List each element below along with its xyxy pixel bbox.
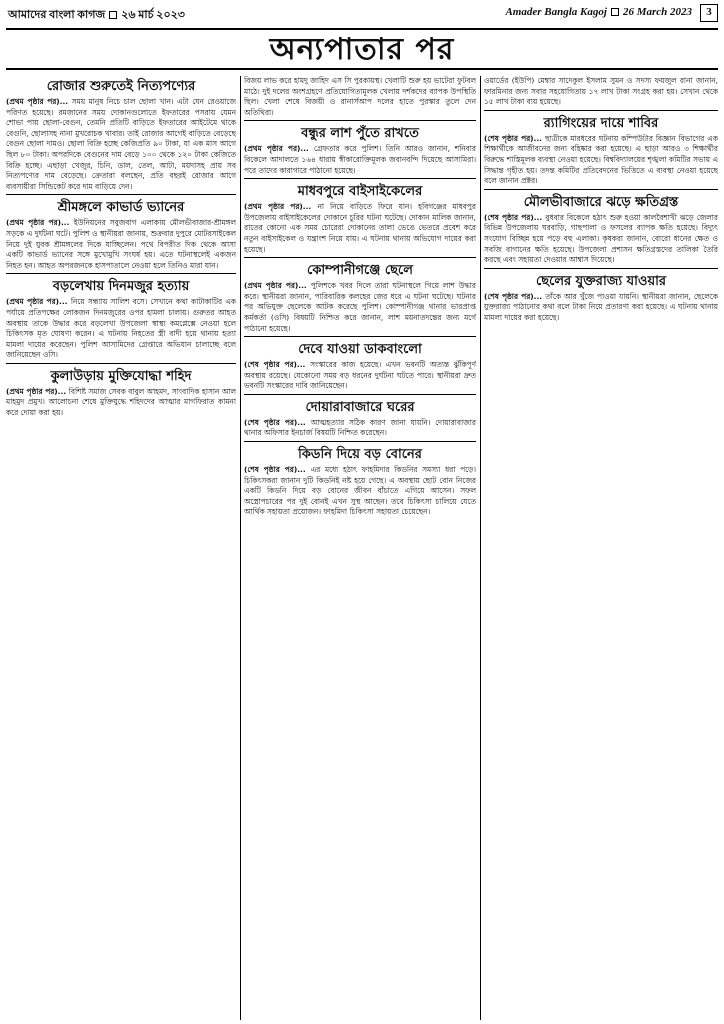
article-body xyxy=(484,76,718,108)
page-number: 3 xyxy=(700,4,718,22)
article-body xyxy=(244,360,476,392)
article-text: আত্মহত্যার সঠিক কারণ জানা যায়নি। দোয়ারাবাজার থানার অফিসার ইনচার্জ বিষয়টি নিশ্চিত করেছেন। xyxy=(244,417,476,438)
article-lead: (শেষ পৃষ্ঠার পর)... xyxy=(484,291,546,301)
article xyxy=(244,120,476,176)
article-text: তাঁকে আর খুঁজে পাওয়া যায়নি। স্থানীয়রা জানান, ছেলেকে যুক্তরাজ্য পাঠানোর কথা বলে টাকা নিয়ে প্রতারণা করা হয়েছে। এ ঘটনায় থানায় মামলা দায়ের করা হয়েছে। xyxy=(484,291,718,322)
article-body xyxy=(484,292,718,324)
article-body xyxy=(6,387,236,419)
article-headline[interactable]: দোয়ারাবাজারে ঘরের xyxy=(305,399,415,415)
date-bn: ২৬ মার্চ ২০২৩ xyxy=(121,9,185,21)
article-body xyxy=(244,418,476,439)
article-headline[interactable]: বড়লেখায় দিনমজুর হত্যায় xyxy=(52,279,190,295)
paper-name-bn: আমাদের বাংলা কাগজ ২৬ মার্চ ২০২৩ xyxy=(8,9,185,21)
article-text: ছাত্রীকে মারধরের ঘটনায় কম্পিউটার বিজ্ঞান বিভাগের এক শিক্ষার্থীকে আজীবনের জন্য বহিষ্কার করা হয়েছে। এ ছাড়া আরও ৩ শিক্ষার্থীর বিরুদ্ধে শাস্তিমূলক ব্যবস্থা নেওয়া হয়েছে। বিশ্ববিদ্যালয়ের শৃঙ্খলা কমিটির সভায় এ সিদ্ধান্ত গৃহীত হয়। তদন্ত কমিটির প্রতিবেদনের ভিত্তিতে এ ব্যবস্থা নেওয়া হয়েছে বলে জানান প্রক্টর। xyxy=(484,133,718,186)
article-text: সংস্কারের কাজ হয়েছে। এখন ভবনটি অত্যন্ত ঝুঁকিপূর্ণ অবস্থায় রয়েছে। যেকোনো সময় বড় ধরনের দুর্ঘটনা ঘটতে পারে। স্থানীয়রা দ্রুত ভবনটি সংস্কারের দাবি জানিয়েছেন। xyxy=(244,360,476,391)
article-body xyxy=(244,465,476,518)
article xyxy=(6,194,236,271)
article-headline[interactable]: শ্রীমঙ্গলে কাভার্ড ভ্যানের xyxy=(57,200,185,216)
article-text: ওয়ার্ডের (ইউপি) মেম্বার সাদেকুল ইসলাম সুমন ও সদস্য ফয়জুল রানা জানান, ফারমিনার জন্য সবার সহযোগিতায় ১৭ লাখ টাকা সংগ্রহ করা হয়। সেখান থেকে ১৫ লাখ টাকা ব্যয় হয়েছে। xyxy=(484,76,718,107)
article-body xyxy=(6,297,236,361)
date-en: 26 March 2023 xyxy=(622,6,692,18)
article-headline[interactable]: বন্ধুর লাশ পুঁতে রাখতে xyxy=(301,126,419,142)
article-text: গ্রেফতার করে পুলিশ। তিনি আরও জানান, শনিবার বিকেলে আদালতে ১৬৪ ধারায় স্বীকারোক্তিমূলক জবানবন্দি দিয়েছে আসামিরা। পরে তাদের কারাগারে পাঠানো হয়েছে। xyxy=(244,144,476,175)
article-headline[interactable]: কোম্পানীগঞ্জে ছেলে xyxy=(307,263,413,279)
article-headline[interactable]: রোজার শুরুতেই নিত্যপণ্যের xyxy=(46,79,196,94)
article xyxy=(6,363,236,419)
article-headline[interactable]: র‍্যাগিংয়ের দায়ে শাবির xyxy=(543,115,659,131)
column-2 xyxy=(244,76,476,1020)
page-title: অন্যপাতার পর xyxy=(269,32,455,67)
article-body xyxy=(244,144,476,176)
article-headline[interactable]: কিডনি দিয়ে বড় বোনের xyxy=(298,447,422,463)
column-3 xyxy=(484,76,718,1020)
article xyxy=(244,178,476,255)
square-divider-icon xyxy=(109,11,117,19)
paper-name-en: Amader Bangla Kagoj 26 March 2023 xyxy=(505,6,692,18)
article-lead: (প্রথম পৃষ্ঠার পর)... xyxy=(6,97,72,106)
article-lead: (প্রথম পৃষ্ঠার পর)... xyxy=(244,144,314,154)
article-lead: (শেষ পৃষ্ঠার পর)... xyxy=(484,212,546,222)
article-headline[interactable]: দেবে যাওয়া ডাকবাংলো xyxy=(298,342,422,358)
article-lead: (প্রথম পৃষ্ঠার পর)... xyxy=(244,281,311,291)
page-header xyxy=(4,2,720,28)
article-lead: (শেষ পৃষ্ঠার পর)... xyxy=(244,360,311,370)
article xyxy=(244,336,476,392)
article-text: এর মধ্যে হঠাৎ ফাহমিদার কিডনির সমস্যা ধরা পড়ে। চিকিৎসকরা জানান দুটি কিডনিই নষ্ট হয়ে গেছে। এ অবস্থায় ছোট বোন নিজের একটি কিডনি দিয়ে বড় বোনের জীবন বাঁচাতে এগিয়ে আসেন। সফল অস্ত্রোপচারের পর দুই বোনই এখন সুস্থ আছেন। তবে চিকিৎসা চালিয়ে যেতে আর্থিক সহায়তা প্রয়োজন। ফাহমিদা চিকিৎসা সহায়তা চেয়েছেন। xyxy=(244,465,476,517)
article-lead: (শেষ পৃষ্ঠার পর)... xyxy=(244,417,311,427)
article-body xyxy=(484,213,718,266)
article-body xyxy=(484,134,718,187)
article xyxy=(484,110,718,187)
article xyxy=(484,189,718,266)
article-body xyxy=(244,281,476,334)
article-text: বিশিষ্ট সমাজ সেবক বাবুল আহমদ, সাংবাদিক হাসান আল মাহমুদ প্রমুখ। আলোচনা শেষে মুক্তিযুদ্ধে শহিদদের আত্মার মাগফিরাত কামনা করে দোয়া করা হয়। xyxy=(6,386,236,418)
article-text: বিজয় লাভ করে হামদু জাহিদ এস সি পুরকায়স্থ। খেলাটি শুরু হয় ভাটেরা ফুটবল মাঠে। দুই দলের অংশগ্রহণে প্রতিযোগিতামূলক খেলায় দর্শকদের ব্যাপক উপস্থিতি ছিল। খেলা শেষে বিজয়ী ও রানার্সআপ দলের হাতে পুরস্কার তুলে দেন অতিথিরা। xyxy=(244,76,476,117)
column-divider xyxy=(240,76,241,1020)
article-body xyxy=(6,97,236,192)
article-body xyxy=(244,76,476,118)
column-divider xyxy=(480,76,481,1020)
article-body xyxy=(244,202,476,255)
column-1 xyxy=(6,76,236,1020)
article-lead: (প্রথম পৃষ্ঠার পর)... xyxy=(6,218,74,228)
article xyxy=(244,76,476,118)
article-headline[interactable]: ছেলের যুক্তরাজ্য যাওয়ার xyxy=(535,273,667,289)
article xyxy=(6,78,236,192)
article-text: নিয়ে সন্ধ্যায় সালিশ বসে। সেখানে কথা কাটাকাটির এক পর্যায়ে প্রতিপক্ষের লোকজন দিনমজুরের ওপর হামলা চালায়। গুরুতর আহত অবস্থায় তাকে উদ্ধার করে বড়লেখা উপজেলা স্বাস্থ্য কমপ্লেক্সে নেওয়া হলে চিকিৎসক মৃত ঘোষণা করেন। এ ঘটনায় নিহতের স্ত্রী বাদী হয়ে থানায় হত্যা মামলা দায়ের করেছেন। পুলিশ আসামিদের গ্রেপ্তারে অভিযান চালাচ্ছে বলে জানিয়েছেন ওসি। xyxy=(6,297,236,360)
article-lead: (প্রথম পৃষ্ঠার পর)... xyxy=(244,202,318,212)
article-headline[interactable]: মাধবপুরে বাইসাইকেলের xyxy=(297,184,423,200)
article-body xyxy=(6,218,236,271)
article-text: ইউনিয়নের সবুজবাগ এলাকায় মৌলভীবাজার-শ্রীমঙ্গল সড়কে এ দুর্ঘটনা ঘটে। পুলিশ ও স্থানীয়রা জানায়, শুক্রবার দুপুরে মোটরসাইকেল নিয়ে দুই যুবক শ্রীমঙ্গলের দিকে যাচ্ছিলেন। পথে বিপরীত দিক থেকে আসা একটি কাভার্ড ভ্যানের সঙ্গে মুখোমুখি সংঘর্ষ হয়। এতে ঘটনাস্থলেই একজন নিহত হন। আহত অপরজনকে হাসপাতালে নেওয়া হলে তিনিও মারা যান। xyxy=(6,218,236,270)
article xyxy=(6,273,236,361)
article-headline[interactable]: কুলাউড়ায় মুক্তিযোদ্ধা শহিদ xyxy=(50,368,192,384)
article-lead: (শেষ পৃষ্ঠার পর)... xyxy=(244,465,311,475)
article-lead: (শেষ পৃষ্ঠার পর)... xyxy=(484,133,546,143)
square-divider-icon xyxy=(611,8,619,16)
article xyxy=(244,394,476,439)
article-text: বুধবার বিকেলে হঠাৎ শুরু হওয়া কালবৈশাখী ঝড়ে জেলার বিভিন্ন উপজেলায় ঘরবাড়ি, গাছপালা ও ফসলের ব্যাপক ক্ষতি হয়েছে। বিদ্যুৎ সংযোগ বিচ্ছিন্ন হয়ে পড়ে বহু এলাকা। কৃষকরা জানান, বোরো ধানের ক্ষেত ও সবজি বাগানের ক্ষতি হয়েছে। উপজেলা প্রশাসন ক্ষতিগ্রস্তদের তালিকা তৈরি করছে এবং সহায়তা দেওয়ার আশ্বাস দিয়েছে। xyxy=(484,212,718,265)
article xyxy=(244,257,476,334)
columns xyxy=(6,76,718,1020)
article-text: সময় মানুষ নিচে চাল ছোলা খান। এটা যেন রেওয়াজে পরিণত হয়েছে। রমজানের সময় দোকানগুলোতে ইফতারের পসরায় যেমন শোভা পায় ছোলা-বেগুন, তেমনি প্রতিটি বাড়িতে ইফতারের আইটেমে থাকে বেগুনি, ছোলাসহ নানা মুখরোচক খাবার। তাই রোজার আগেই বাড়িতে বেড়েছে বেগুন ছোলা দামও। ছোলা বিক্রি হচ্ছে কেজিপ্রতি ৯০ টাকা, যা এক মাস আগে ছিল ৮০ টাকা। অপরদিকে বেগুনের দাম বেড়ে ১০০ থেকে ১২০ টাকা কেজিতে বিক্রি হচ্ছে। এছাড়া খেজুর, চিনি, ডাল, তেল, আটা, ময়দাসহ প্রায় সব নিত্যপণ্যের দাম বেড়েছে। ক্রেতারা বলছেন, প্রতি বছরই রোজার আগে ব্যবসায়ীরা সিন্ডিকেট করে দাম বাড়িয়ে দেন। xyxy=(6,97,236,191)
article-text: না নিয়ে বাড়িতে ফিরে যান। হবিগঞ্জের মাধবপুর উপজেলায় বাইসাইকেলের দোকানে চুরির ঘটনা ঘটেছে। দোকান মালিক জানান, রাতের কোনো এক সময় চোরেরা দোকানের তালা ভেঙে ভেতরে প্রবেশ করে নতুন বাইসাইকেল ও যন্ত্রাংশ নিয়ে যায়। এ ঘটনায় থানায় অভিযোগ দায়ের করা হয়েছে। xyxy=(244,202,476,254)
article xyxy=(244,441,476,518)
page-title-box xyxy=(6,28,718,70)
article-lead: (প্রথম পৃষ্ঠার পর)... xyxy=(6,297,71,307)
article-text: পুলিশকে খবর দিলে তারা ঘটনাস্থলে গিয়ে লাশ উদ্ধার করে। স্থানীয়রা জানান, পারিবারিক কলহের জের ধরে এ ঘটনা ঘটেছে। ঘটনার পর অভিযুক্ত ছেলেকে আটক করেছে পুলিশ। কোম্পানীগঞ্জ থানার ভারপ্রাপ্ত কর্মকর্তা (ওসি) বিষয়টি নিশ্চিত করে জানান, লাশ ময়নাতদন্তের জন্য মর্গে পাঠানো হয়েছে। xyxy=(244,281,476,333)
article-lead: (প্রথম পৃষ্ঠার পর)... xyxy=(6,386,69,396)
newspaper-page xyxy=(4,2,720,1020)
article-headline[interactable]: মৌলভীবাজারে ঝড়ে ক্ষতিগ্রস্ত xyxy=(523,194,679,210)
article xyxy=(484,76,718,108)
article xyxy=(484,268,718,324)
